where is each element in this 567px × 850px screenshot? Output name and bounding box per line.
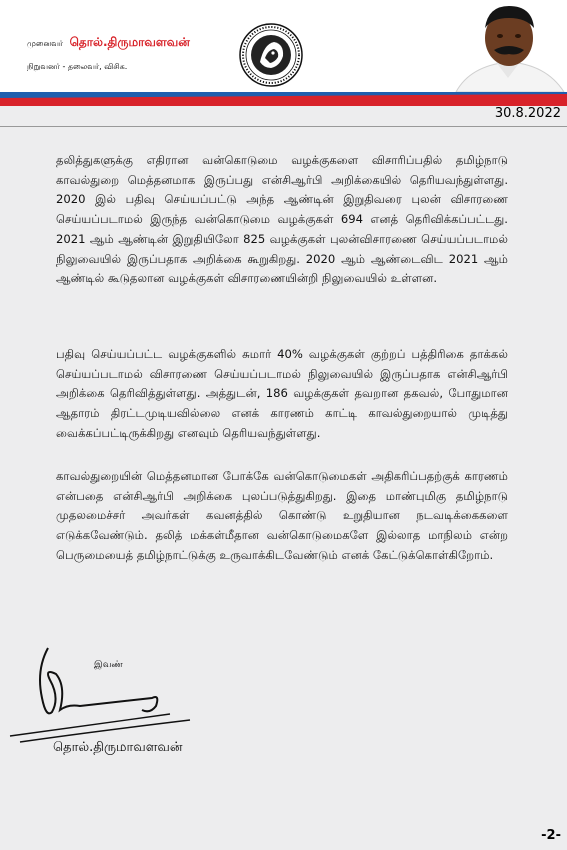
body-paragraph-1: தலித்துகளுக்கு எதிரான வன்கொடுமை வழக்குகளை விசாரிப்பதில் தமிழ்நாடு காவல்துறை மெத்தனமாக இருப்பது என்சிஆர்பி அறிக்கையில் தெரியவந்துள்ளது. 2020 இல் பதிவு செய்யப்பட்டு அந்த ஆண்டின் இறுதிவரை புலன் விசாரணை செய்யப்படாமல் இருந்த வன்கொடுமை வழக்குகள் 694 எனத் தெரிவிக்கப்பட்டது. 2021 ஆம் ஆண்டின் இறுதியிலோ 825 வழக்குகள் புலன்விசாரணை செய்யப்படாமல் நிலுவையில் இருப்பதாக அறிக்கை கூறுகிறது. 2020 ஆம் ஆண்டைவிட 2021 ஆம் ஆண்டில் கூடுதலான வழக்குகள் விசாரணையின்றி நிலுவையில் உள்ளன.: [56, 153, 508, 286]
party-emblem-icon: [238, 22, 304, 88]
leader-portrait: [452, 0, 567, 92]
page-number: -2-: [541, 828, 561, 843]
letter-date: 30.8.2022: [494, 106, 561, 121]
letterhead: [0, 0, 567, 92]
header-color-band: [0, 92, 567, 106]
body-paragraph-2: பதிவு செய்யப்பட்ட வழக்குகளில் சுமார் 40% வழக்குகள் குற்றப் பத்திரிகை தாக்கல் செய்யப்படாமல் விசாரணை செய்யப்படாமல் நிலுவையில் இருப்பதாக என்சிஆர்பி அறிக்கை தெரிவித்துள்ளது. அத்துடன், 186 வழக்குகள் தவறான தகவல், போதுமான ஆதாரம் திரட்டமுடியவில்லை எனக் காரணம் காட்டி காவல்துறையால் முடித்து வைக்கப்பட்டிருக்கிறது எனவும் தெரியவந்துள்ளது.: [56, 347, 508, 440]
date-divider: [0, 126, 567, 127]
signatory-name: தொல்.திருமாவளவன்: [53, 740, 183, 755]
body-paragraph-3: காவல்துறையின் மெத்தனமான போக்கே வன்கொடுமைகள் அதிகரிப்பதற்குக் காரணம் என்பதை என்சிஆர்பி அறிக்கை புலப்படுத்துகிறது. இதை மாண்புமிகு தமிழ்நாடு முதலமைச்சர் அவர்கள் கவனத்தில் கொண்டு உறுதியான நடவடிக்கைகளை எடுக்கவேண்டும். தலித் மக்கள்மீதான வன்கொடுமைகளே இல்லாத மாநிலம் என்ற பெருமையைத் தமிழ்நாட்டுக்கு உருவாக்கிடவேண்டும் எனக் கேட்டுக்கொள்கிறோம்.: [56, 469, 508, 562]
handwritten-signature: [0, 640, 200, 750]
signature-label: இவண்: [94, 660, 123, 670]
leader-prefix: முனைவர்: [27, 39, 64, 48]
leader-role: நிறுவனர் - தலைவர், விசிக.: [27, 62, 128, 71]
leader-title-line: [27, 35, 190, 51]
leader-name: தொல்.திருமாவளவன்: [69, 35, 190, 49]
